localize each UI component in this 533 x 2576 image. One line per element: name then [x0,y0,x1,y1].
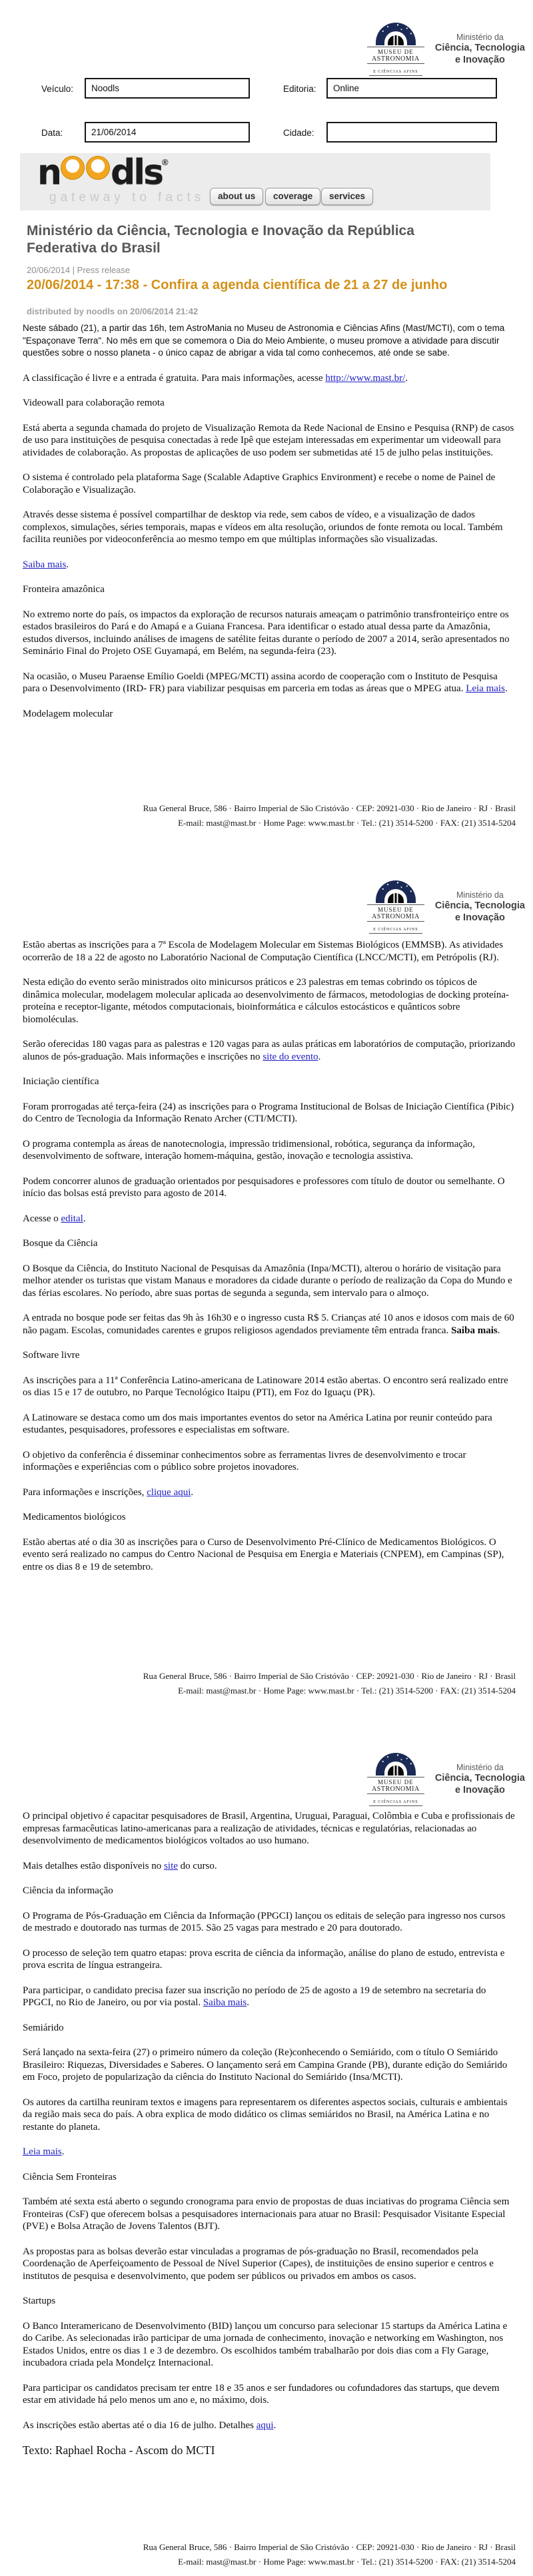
author-byline [23,2444,516,2457]
text-run: Modelagem molecular [23,708,113,719]
text-run: Medicamentos biológicos [23,1512,126,1522]
cidade-field[interactable] [326,122,497,143]
text-run: Mais detalhes estão disponíveis no [23,1860,165,1871]
text-run: O processo de seleção tem quatro etapas: prova escrita de ciência da informação, análise do plano de estudo, entrevista e prova escrita de língua estrangeira. [23,1947,505,1971]
ministry-line: Ministério da [456,32,504,42]
text-run: Serão oferecidas 180 vagas para as palestras e 120 vagas para as aulas práticas em laboratórios de computação, priorizando alunos de pós-graduação. Mais informações e inscrições no [23,1039,516,1062]
mast-ministry-logo [367,1753,525,1806]
inline-link[interactable]: Saiba mais [203,1997,247,2008]
text-run: Também até sexta está aberto o segundo cronograma para envio de propostas de duas inciativas do programa Ciência sem Fronteiras (CsF) que oferecem bolsas a pesquisadores internacionais para atuar no Brasil: Pesquisador Visitante Especial (PVE) e Bolsa Atração de Jovens Talentos (BJT). [23,2196,510,2232]
ministry-line: Ciência, Tecnologia [434,900,525,911]
paragraph [23,1486,516,1499]
paragraph [23,1175,516,1200]
paragraph [23,1536,516,1574]
footer-address-line: Rua General Bruce, 586 · Bairro Imperial de São Cristóvão · CEP: 20921-030 · Rio de Janeiro · RJ · Brasil [143,2542,516,2552]
paragraph [23,1449,516,1474]
museum-name-line: ASTRONOMIA [367,55,424,64]
paragraph [23,2382,516,2407]
text-run: . [191,1486,194,1498]
text-run: As propostas para as bolsas deverão estar vinculadas a programas de pós-graduação no Brasil, recomendados pela Coordenação de Aperfeiçoamento de Pessoal de Nível Superior (Capes), de instituições de ensino superior e centros e institutos de pesquisa e desenvolvimento, que podem ser públicos ou privados em ambos os casos. [23,2246,494,2282]
page-1 [0,0,533,846]
text-run: Para participar os candidatos precisam ter entre 18 e 35 anos e ser fundadores ou cofundadores das startups, que devem estar em atividade há pelo menos um ano e, no máximo, dois. [23,2382,500,2406]
ministry-line: Ministério da [456,890,504,900]
text-run: O Banco Interamericano de Desenvolvimento (BID) lançou um concurso para selecionar 15 startups da América Latina e do Caribe. As selecionadas irão participar de uma jornada de conhecimento, inovação e networking em Washington, nos Estados Unidos, entre os dias 1 e 3 de dezembro. Os escolhidos também trabalharão por dois dias com a Fly Garage, incubadora criada pela Mondelçz Internacional. [23,2320,508,2368]
text-run: No extremo norte do país, os impactos da exploração de recursos naturais ameaçam o patrimônio transfronteiriço entre os estados brasileiros do Pará e do Amapá e a Guiana Francesa. Para identificar o estado atual dessa parte da Amazônia, estudos diversos, incluindo análises de imagens de satélite feitas durante o período de 2007 a 2014, serão apresentados no Seminário Final do Projeto OSE Guyamapá, em Belém, na segunda-feira (23). [23,609,510,657]
ministry-line: e Inovação [454,912,505,923]
source-title: Ministério da Ciência, Tecnologia e Inovação da República Federativa do Brasil [27,223,414,256]
museum-emblem-icon [367,23,424,76]
cidade-label: Cidade: [283,128,314,138]
text-run: Através desse sistema é possível compartilhar de desktop via rede, sem cabos de vídeo, e a visualização de dados complexos, simulações, séries temporais, mapas e vídeos em alta resolução, oriundos de fonte remota ou local. Também facilita reuniões por videoconferência ao mesmo tempo em que múltiplas informações são visualizadas. [23,509,503,545]
page-2 [0,846,533,1712]
text-run: Bosque da Ciência [23,1238,98,1249]
registered-mark: ® [162,157,169,167]
text-run: . [61,2146,65,2157]
noodls-logo-n: n [37,153,61,192]
section-heading [23,2171,516,2184]
text-run: A Latinoware se destaca como um dos mais importantes eventos do setor na América Latina por reunir conteúdo para estudantes, pesquisadores, professores e especialistas em software. [23,1412,492,1435]
mast-ministry-logo [367,880,525,934]
paragraph [23,322,516,360]
museum-name-line: MUSEU DE [367,1777,424,1785]
paragraph [23,2419,516,2432]
ministry-line: e Inovação [454,55,505,65]
about-us-button[interactable]: about us [210,188,263,205]
text-run: A entrada no bosque pode ser feitas das 9h às 16h30 e o ingresso custa R$ 5. Crianças até 10 anos e idosos com mais de 60 não pagam. Escolas, comunidades carentes e grupos religiosos agendados previamente têm entrada franca. [23,1313,514,1336]
ministry-wordmark [435,33,525,66]
ministry-line: Ciência, Tecnologia [434,1772,525,1783]
noodls-logo-o-icon [86,156,110,180]
paragraph [23,1138,516,1163]
paragraph [23,976,516,1026]
inline-link[interactable]: aqui [256,2419,274,2431]
paragraph [23,472,516,496]
paragraph [23,939,516,964]
text-run: . [405,372,408,384]
inline-link[interactable]: site [164,1860,178,1871]
paragraph [23,1910,516,1935]
text-run: O sistema é controlado pela plataforma Sage (Scalable Adaptive Graphics Environment) e recebe o nome de Painel de Colaboração e Visualização. [23,472,496,495]
paragraph [23,1312,516,1337]
noodls-logo [37,153,169,192]
section-heading [23,2295,516,2308]
editoria-field[interactable] [326,78,497,99]
text-run: Está aberta a segunda chamada do projeto de Visualização Remota da Rede Nacional de Ensino e Pesquisa (RNP) de casos de uso para instituições de pesquisa conectadas à rede Ipê que estejam interessadas em experimentar um videowall para atividades de colaboração. As propostas de aplicações de uso podem ser submetidas até 15 de julho pelas instituições. [23,422,514,458]
text-run: O Bosque da Ciência, do Instituto Nacional de Pesquisas da Amazônia (Inpa/MCTI), alterou o horário de visitação para melhor atender os turistas que vistam Manaus e moradores da cidade durante o período de realização da Copa do Mundo e das férias escolares. No período, abre suas portas de segunda a segunda, sem intervalo para o almoço. [23,1263,512,1299]
text-run: Para informações e inscrições, [23,1486,147,1498]
services-button[interactable]: services [321,188,373,205]
text-run: Nesta edição do evento serão ministrados oito minicursos práticos e 23 palestras em temas cobrindo os tópicos de dinâmica molecular, modelagem molecular aplicada ao desenvolvimento de fármacos, metodologias de docking proteína-proteína e receptor-ligante, métodos computacionais, bioinformática e cálculos estocásticos e quânticos sobre biomoléculas. [23,977,509,1025]
paragraph [23,2320,516,2370]
article-body [23,939,516,1586]
text-run: Texto: Raphael Rocha - Ascom do MCTI [23,2443,215,2457]
text-run: do curso. [177,1860,217,1871]
museum-name-line: ASTRONOMIA [367,1785,424,1794]
text-run: As inscrições estão abertas até o dia 16 de julho. Detalhes [23,2419,257,2431]
museum-subtitle: E CIÊNCIAS AFINS [369,1799,422,1806]
article-body [23,1810,516,2469]
footer-address-line: Rua General Bruce, 586 · Bairro Imperial de São Cristóvão · CEP: 20921-030 · Rio de Janeiro · RJ · Brasil [143,1671,516,1681]
paragraph [23,509,516,546]
text-run: . [318,1051,321,1062]
paragraph [23,671,516,695]
text-run: Ciência Sem Fronteiras [23,2171,117,2182]
paragraph [23,1860,516,1873]
text-run: O Programa de Pós-Graduação em Ciência da Informação (PPGCI) lançou os editais de seleção para ingresso nos cursos de mestrado e doutorado nas turmas de 2015. São 25 vagas para mestrado e 20 para doutorado. [23,1910,506,1933]
paragraph [23,559,516,571]
paragraph [23,2246,516,2283]
text-run: Será lançado na sexta-feira (27) o primeiro número da coleção (Re)conhecendo o Semiárido, com o título O Semiárido Brasileiro: Riquezas, Diversidades e Saberes. O lançamento será em Campina Grande (PB), durante edição do Semiárido em Foco, projeto de popularização da ciência do Instituto Nacional do Semiárido (Insa/MCTI). [23,2047,508,2083]
section-heading [23,1885,516,1897]
text-run: Estão abertas as inscrições para a 7ª Escola de Modelagem Molecular em Sistemas Biológicos (EMMSB). As atividades ocorrerão de 18 a 22 de agosto no Laboratório Nacional de Computação Científica (LNCC/MCTI), em Petrópolis (RJ). [23,940,504,963]
text-run: Iniciação científica [23,1076,99,1087]
text-run: Para participar, o candidato precisa fazer sua inscrição no período de 25 de agosto a 19 de setembro na secretaria do PPGCI, no Rio de Janeiro, ou por via postal. [23,1985,486,2008]
paragraph [23,609,516,658]
ministry-wordmark [435,1763,525,1796]
paragraph [23,2096,516,2134]
section-heading [23,708,516,721]
footer-contact-line: E-mail: mast@mast.br · Home Page: www.mast.br · Tel.: (21) 3514-5200 · FAX: (21) 3514-5204 [178,818,516,828]
inline-link[interactable]: edital [61,1213,83,1224]
inline-link[interactable]: Saiba mais [23,559,67,570]
paragraph [23,422,516,460]
ministry-wordmark [435,890,525,924]
inline-link[interactable]: site do evento [263,1051,318,1062]
text-run: Startups [23,2296,56,2306]
footer-contact-line: E-mail: mast@mast.br · Home Page: www.mast.br · Tel.: (21) 3514-5200 · FAX: (21) 3514-5204 [178,2557,516,2567]
text-run: Ciência da informação [23,1885,113,1896]
section-heading [23,1237,516,1250]
paragraph [23,1947,516,1972]
distributed-line: distributed by noodls on 20/06/2014 21:42 [27,306,199,316]
museum-subtitle: E CIÊNCIAS AFINS [369,69,422,76]
text-run: O principal objetivo é capacitar pesquisadores de Brasil, Argentina, Uruguai, Paraguai, Colômbia e Cuba e profissionais de empresas farmacêuticas latino-americanas para a realização de atividades, técnicas e regulatórias, relacionadas ao desenvolvimento de medicamentos biológicos voltados ao uso humano. [23,1811,515,1846]
text-run: O programa contempla as áreas de nanotecnologia, impressão tridimensional, robótica, segurança da informação, desenvolvimento de software, interação homem-máquina, gestão, inovação e tecnologia assistiva. [23,1138,475,1161]
text-run: . [273,2419,276,2431]
noodls-logo-o-icon [61,156,85,180]
text-run: . [83,1213,86,1224]
inline-link[interactable]: Leia mais [23,2146,62,2157]
paragraph [23,1375,516,1399]
bold-text: Saiba mais [451,1325,498,1336]
text-run: A classificação é livre e a entrada é gratuita. Para mais informações, acesse [23,372,326,384]
ministry-line: e Inovação [454,1785,505,1795]
inline-link[interactable]: http://www.mast.br/ [325,372,406,384]
editoria-label: Editoria: [283,84,316,94]
text-run: Estão abertas até o dia 30 as inscrições para o Curso de Desenvolvimento Pré-Clínico de Medicamentos Biológicos. O evento será realizado no campus do Centro Nacional de Pesquisa em Energia e Materiais (CNPEM), em Campinas (SP), entre os dias 8 e 19 de setembro. [23,1536,504,1572]
data-field[interactable] [85,122,250,143]
text-run: . [504,683,508,694]
text-run: As inscrições para a 11ª Conferência Latino-americana de Latinoware 2014 estão abertas. O encontro será realizado entre os dias 15 e 17 de outubro, no Parque Tecnológico Itaipu (PTI), em Foz do Iguaçu (PR). [23,1375,508,1398]
veiculo-label: Veículo: [41,84,74,94]
section-heading [23,583,516,596]
text-run: Videowall para colaboração remota [23,398,165,408]
museum-subtitle: E CIÊNCIAS AFINS [369,927,422,934]
section-heading [23,1349,516,1362]
footer-contact-line: E-mail: mast@mast.br · Home Page: www.mast.br · Tel.: (21) 3514-5200 · FAX: (21) 3514-5204 [178,1686,516,1696]
text-run: Software livre [23,1350,80,1361]
text-run: Na ocasião, o Museu Paraense Emílio Goeldi (MPEG/MCTI) assina acordo de cooperação com o Instituto de Pesquisa para o Desenvolvimento (IRD- FR) para viabilizar pesquisas em parceria em todas as áreas que o MPEG atua. [23,671,498,694]
paragraph [23,2146,516,2158]
mast-ministry-logo [367,23,525,76]
museum-name-line: MUSEU DE [367,47,424,55]
veiculo-field[interactable] [85,78,250,99]
ministry-line: Ministério da [456,1762,504,1772]
text-run: Podem concorrer alunos de graduação orientados por pesquisadores e professores com título de doutor ou semelhante. O início das bolsas está previsto para agosto de 2014. [23,1175,505,1199]
paragraph [23,2047,516,2084]
footer-address-line: Rua General Bruce, 586 · Bairro Imperial de São Cristóvão · CEP: 20921-030 · Rio de Janeiro · RJ · Brasil [143,803,516,813]
paragraph [23,372,516,385]
coverage-button[interactable]: coverage [265,188,320,205]
data-label: Data: [41,128,63,138]
museum-name-line: MUSEU DE [367,904,424,913]
section-heading [23,1511,516,1524]
museum-name-line: ASTRONOMIA [367,913,424,922]
paragraph [23,1412,516,1437]
ministry-line: Ciência, Tecnologia [434,42,525,53]
inline-link[interactable]: Leia mais [466,683,505,694]
page-footer [93,2540,516,2569]
page-3 [0,1712,533,2576]
paragraph [23,1810,516,1847]
paragraph [23,1213,516,1225]
text-run: . [66,559,69,570]
noodls-tagline: gateway to facts [49,190,205,204]
section-heading [23,1076,516,1088]
paragraph [23,1263,516,1300]
paragraph [23,1985,516,2009]
text-run: Fronteira amazônica [23,584,105,595]
text-run: O objetivo da conferência é disseminar conhecimentos sobre as ferramentas livres de desenvolvimento e trocar informações e experiências com o público sobre projetos inovadores. [23,1449,466,1472]
museum-emblem-icon [367,880,424,934]
noodls-logo-dls: dls [111,153,163,192]
article-body [23,322,516,733]
text-run: Neste sábado (21), a partir das 16h, tem AstroMania no Museu de Astronomia e Ciências Afins (Mast/MCTI), com o tema "Espaçonave Terra". No mês em que se comemora o Dia do Meio Ambiente, o museu promove a atividade para discutir questões sobre o nosso planeta - o único capaz de abrigar a vida tal como conhecemos, até onde se sabe. [23,323,505,358]
text-run: Os autores da cartilha reuniram textos e imagens para representarem os diferentes aspectos sociais, culturais e ambientais da região mais seca do país. A obra explica de modo didático os climas semiáridos no Brasil, na América Latina e no restante do planeta. [23,2096,508,2132]
text-run: Acesse o [23,1213,61,1224]
inline-link[interactable]: clique aqui [147,1486,191,1498]
text-run: . [497,1325,500,1336]
paragraph [23,1038,516,1063]
paragraph [23,2196,516,2233]
date-press-release-meta: 20/06/2014 | Press release [27,265,131,275]
paragraph [23,1101,516,1126]
text-run: Foram prorrogadas até terça-feira (24) as inscrições para o Programa Institucional de Bolsas de Iniciação Científica (Pibic) do Centro de Tecnologia da Informação Renato Archer (CTI/MCTI). [23,1101,514,1124]
section-heading [23,2022,516,2035]
museum-emblem-icon [367,1753,424,1806]
page-footer [93,801,516,830]
text-run: Semiárido [23,2022,64,2033]
noodls-header-bar [20,153,490,210]
article-headline: 20/06/2014 - 17:38 - Confira a agenda científica de 21 a 27 de junho [27,278,448,292]
text-run: . [247,1997,249,2008]
section-heading [23,397,516,410]
page-footer [93,1669,516,1698]
